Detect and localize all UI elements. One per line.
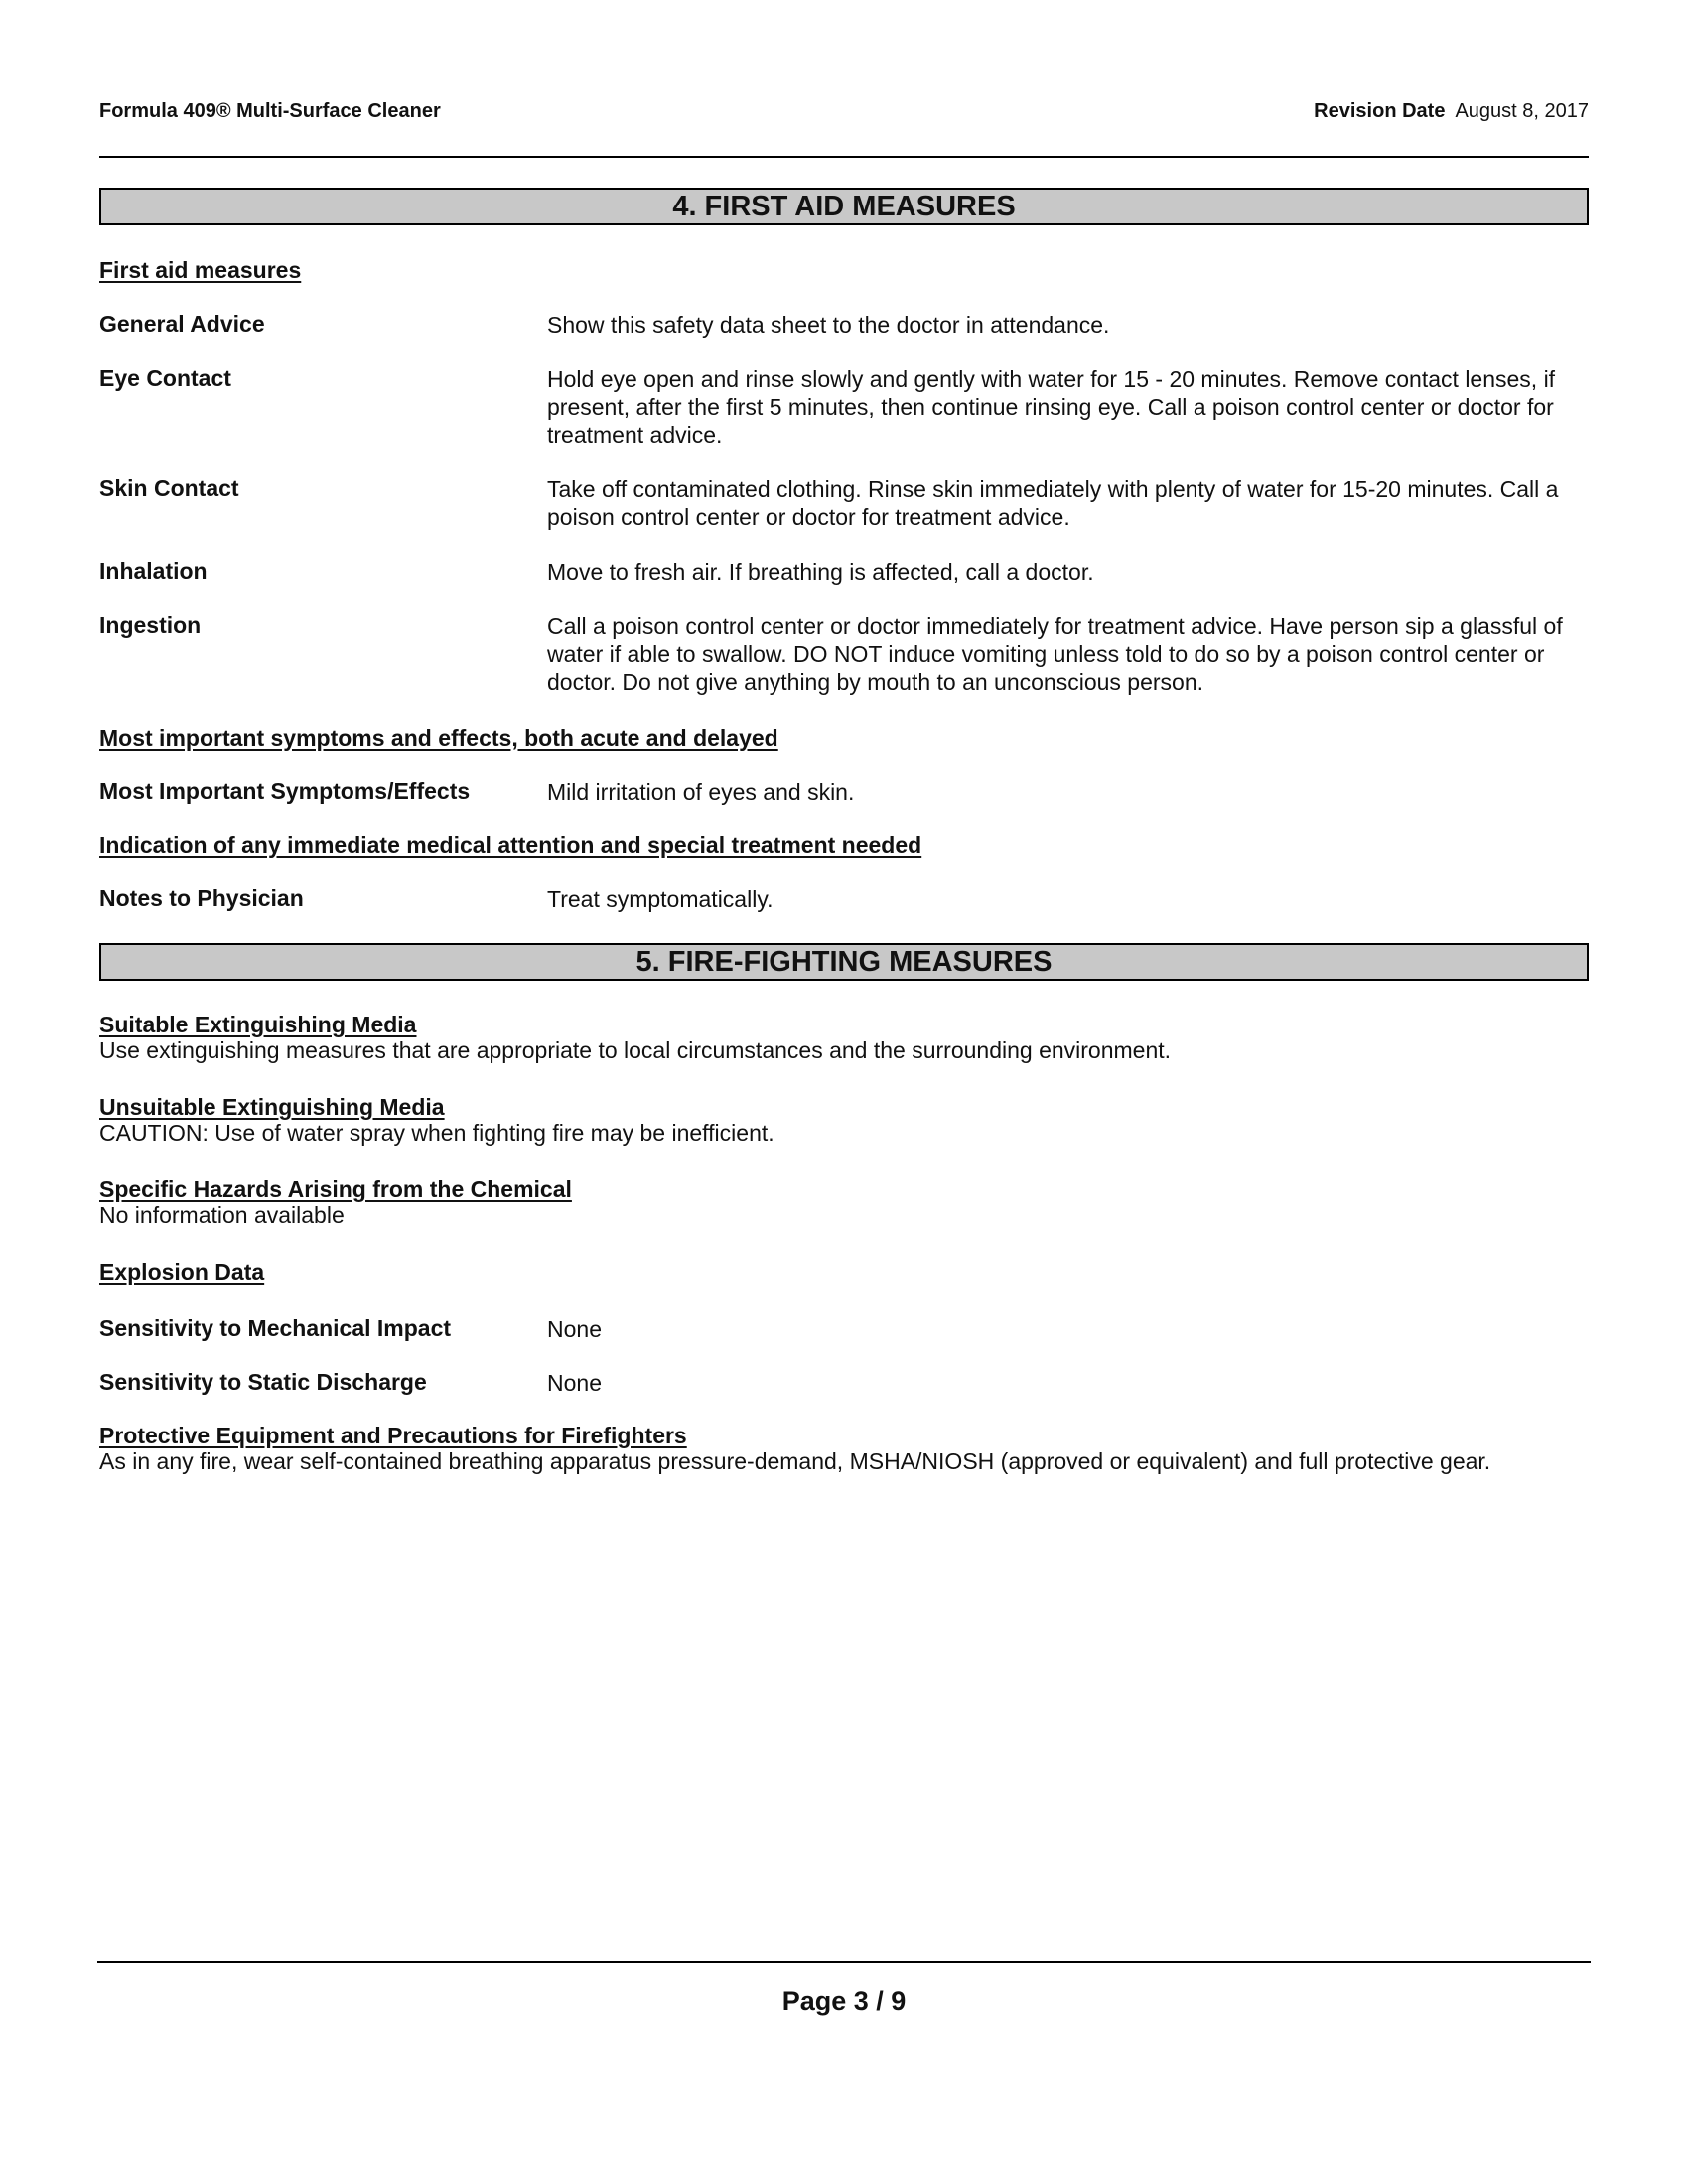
notes-physician-label: Notes to Physician (99, 886, 304, 911)
product-name: Formula 409® Multi-Surface Cleaner (99, 100, 441, 122)
protective-equipment-subheading: Protective Equipment and Precautions for Firefighters (99, 1423, 687, 1448)
protective-equipment-text: As in any fire, wear self-contained breathing apparatus pressure-demand, MSHA/NIOSH (approved or equivalent) and full protective gear. (99, 1448, 1491, 1474)
mechanical-impact-label: Sensitivity to Mechanical Impact (99, 1315, 452, 1341)
header-divider (99, 156, 1589, 158)
revision-date: August 8, 2017 (1455, 100, 1589, 122)
inhalation-label: Inhalation (99, 558, 208, 584)
explosion-data-subheading: Explosion Data (99, 1259, 265, 1285)
specific-hazards-text: No information available (99, 1202, 345, 1228)
notes-physician-text: Treat symptomatically. (547, 887, 774, 912)
section-4-title: 4. FIRST AID MEASURES (99, 188, 1589, 225)
general-advice-text: Show this safety data sheet to the doctor in attendance. (547, 312, 1110, 338)
eye-contact-text: Hold eye open and rinse slowly and gently with water for 15 - 20 minutes. Remove contact lenses, if present, after the first 5 minutes, then continue rinsing eye. Call a poison control center or doctor for treatment advice. (547, 366, 1556, 448)
general-advice-label: General Advice (99, 311, 265, 337)
skin-contact-label: Skin Contact (99, 476, 239, 501)
document-page (99, 0, 1589, 2184)
eye-contact-label: Eye Contact (99, 365, 231, 391)
symptoms-subheading: Most important symptoms and effects, both acute and delayed (99, 725, 778, 751)
inhalation-text: Move to fresh air. If breathing is affected, call a doctor. (547, 559, 1094, 585)
section-5-title: 5. FIRE-FIGHTING MEASURES (99, 943, 1589, 981)
revision-label: Revision Date (1314, 100, 1446, 122)
page-number: Page 3 / 9 (781, 1986, 907, 2016)
ingestion-label: Ingestion (99, 613, 202, 638)
static-discharge-value: None (547, 1370, 602, 1396)
unsuitable-media-subheading: Unsuitable Extinguishing Media (99, 1094, 445, 1120)
skin-contact-text: Take off contaminated clothing. Rinse skin immediately with plenty of water for 15-20 minutes. Call a poison control center or doctor for treatment advice. (547, 477, 1559, 530)
mechanical-impact-value: None (547, 1316, 602, 1342)
unsuitable-media-text: CAUTION: Use of water spray when fighting fire may be inefficient. (99, 1120, 774, 1146)
suitable-media-subheading: Suitable Extinguishing Media (99, 1012, 417, 1037)
symptoms-label: Most Important Symptoms/Effects (99, 778, 471, 804)
suitable-media-text: Use extinguishing measures that are appropriate to local circumstances and the surrounding environment. (99, 1037, 1172, 1063)
first-aid-subheading: First aid measures (99, 257, 302, 283)
symptoms-text: Mild irritation of eyes and skin. (547, 779, 855, 805)
revision-info (1314, 100, 1589, 123)
medical-attention-subheading: Indication of any immediate medical attention and special treatment needed (99, 832, 922, 858)
static-discharge-label: Sensitivity to Static Discharge (99, 1369, 427, 1395)
ingestion-text: Call a poison control center or doctor immediately for treatment advice. Have person sip a glassful of water if able to swallow. DO NOT induce vomiting unless told to do so by a poison control center or doctor. Do not give anything by mouth to an unconscious person. (547, 614, 1563, 695)
specific-hazards-subheading: Specific Hazards Arising from the Chemical (99, 1176, 572, 1202)
footer-divider (97, 1961, 1591, 1963)
